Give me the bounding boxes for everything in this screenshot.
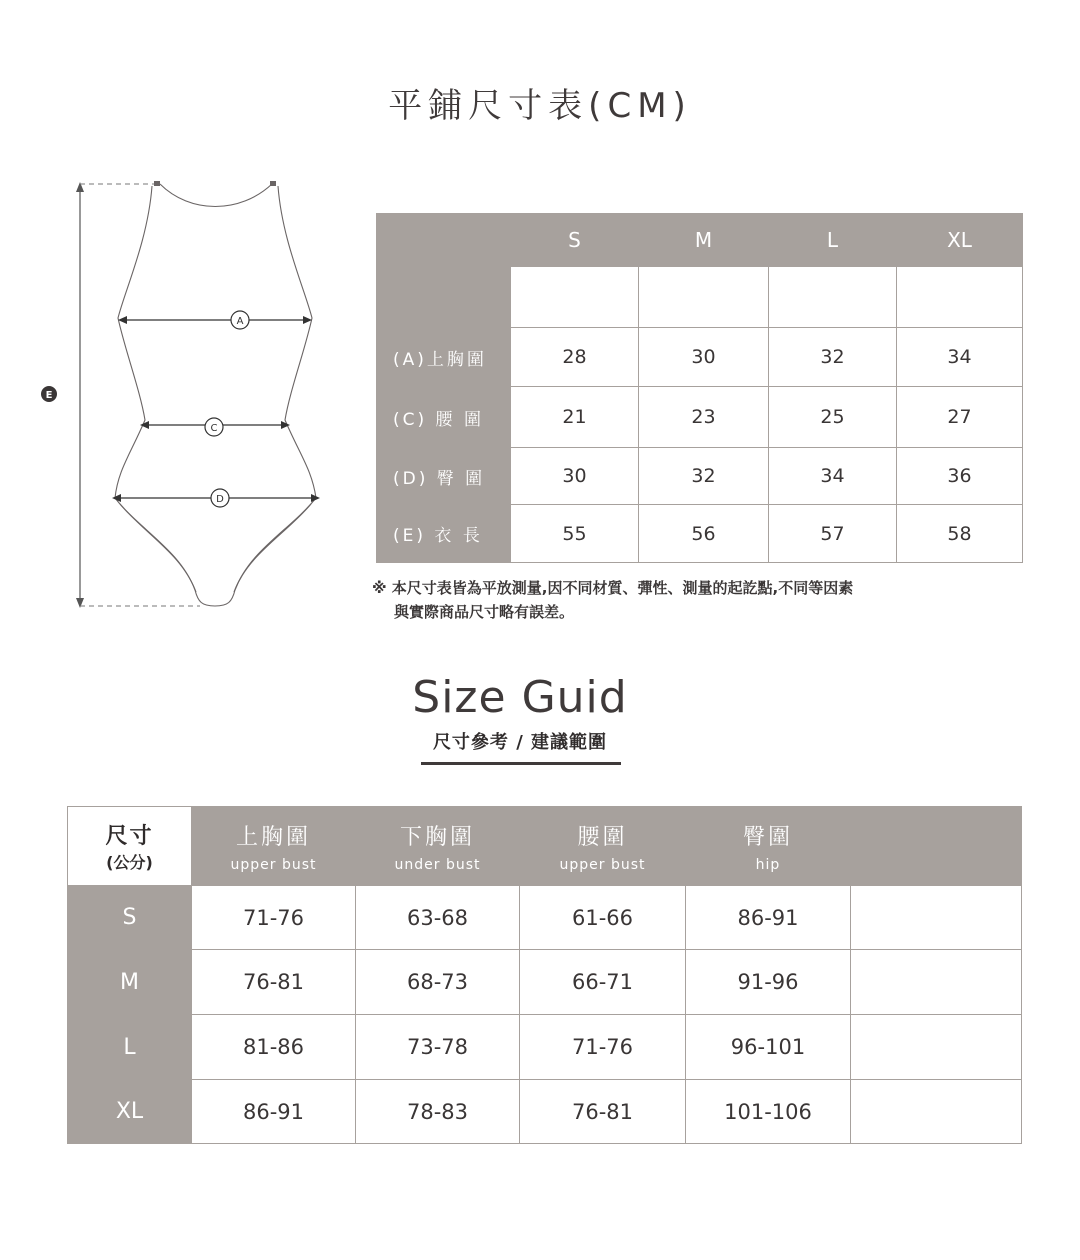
table-cell: 56 xyxy=(639,505,769,563)
table-header-row xyxy=(68,807,1022,886)
page-title: 平鋪尺寸表(CM) xyxy=(388,86,692,126)
table-cell: 86-91 xyxy=(686,886,851,950)
table-cell xyxy=(511,267,639,328)
table-cell: 86-91 xyxy=(192,1080,356,1144)
column-header-zh: 下胸圍 xyxy=(399,824,475,850)
table-cell: 32 xyxy=(769,328,897,387)
column-header xyxy=(356,807,520,886)
title-underline xyxy=(421,762,621,765)
svg-text:A: A xyxy=(236,316,244,327)
table-cell: 91-96 xyxy=(686,950,851,1015)
table-cell xyxy=(769,267,897,328)
table-cell: 68-73 xyxy=(356,950,520,1015)
row-size-label: S xyxy=(68,886,192,950)
table-cell: 34 xyxy=(769,448,897,505)
table-cell: 25 xyxy=(769,387,897,448)
size-header: L xyxy=(769,214,897,267)
flat-size-table xyxy=(376,213,1023,563)
table-corner xyxy=(377,214,511,267)
table-cell: 28 xyxy=(511,328,639,387)
table-row xyxy=(68,950,1022,1015)
table-cell: 66-71 xyxy=(520,950,686,1015)
measurement-note xyxy=(372,576,853,624)
row-size-label: M xyxy=(68,950,192,1015)
table-cell: 76-81 xyxy=(192,950,356,1015)
table-cell: 30 xyxy=(511,448,639,505)
column-header-zh: 上胸圍 xyxy=(235,824,311,850)
swimsuit-diagram xyxy=(30,170,340,620)
svg-text:E: E xyxy=(45,390,53,401)
table-cell: 73-78 xyxy=(356,1015,520,1080)
size-header: M xyxy=(639,214,769,267)
size-guide-table xyxy=(67,806,1022,1144)
row-label: (C) 腰 圍 xyxy=(377,387,511,448)
table-cell: 78-83 xyxy=(356,1080,520,1144)
row-label: (D) 臀 圍 xyxy=(377,448,511,505)
table-row xyxy=(377,387,1023,448)
svg-text:D: D xyxy=(216,494,224,505)
column-header-zh: 臀圍 xyxy=(742,824,793,850)
table-cell: 27 xyxy=(897,387,1023,448)
table-cell: 96-101 xyxy=(686,1015,851,1080)
table-cell: 32 xyxy=(639,448,769,505)
table-row xyxy=(68,1080,1022,1144)
table-cell xyxy=(851,886,1022,950)
column-header xyxy=(192,807,356,886)
table-row xyxy=(377,448,1023,505)
table-row xyxy=(377,328,1023,387)
column-header-en: under bust xyxy=(394,856,481,873)
table-row xyxy=(68,1015,1022,1080)
table-cell xyxy=(851,950,1022,1015)
size-guide-subtitle: 尺寸參考 / 建議範圍 xyxy=(432,732,608,753)
table-cell: 76-81 xyxy=(520,1080,686,1144)
size-header: S xyxy=(511,214,639,267)
column-header-en: hip xyxy=(755,856,781,873)
table-cell: 61-66 xyxy=(520,886,686,950)
table-cell: 101-106 xyxy=(686,1080,851,1144)
table-cell xyxy=(851,1015,1022,1080)
table-cell: 30 xyxy=(639,328,769,387)
size-guide-title: Size Guid xyxy=(412,672,628,723)
table-cell: 81-86 xyxy=(192,1015,356,1080)
table-cell: 63-68 xyxy=(356,886,520,950)
table-header-row xyxy=(377,214,1023,267)
row-label-blank xyxy=(377,267,511,328)
table-row xyxy=(68,886,1022,950)
table-cell: 58 xyxy=(897,505,1023,563)
size-header: XL xyxy=(897,214,1023,267)
row-label: (E) 衣 長 xyxy=(377,505,511,563)
table-cell: 23 xyxy=(639,387,769,448)
row-size-label: L xyxy=(68,1015,192,1080)
note-line: 與實際商品尺寸略有誤差。 xyxy=(394,603,575,621)
table-cell: 55 xyxy=(511,505,639,563)
column-header-blank xyxy=(851,807,1022,886)
column-header-en: upper bust xyxy=(230,856,317,873)
table-row xyxy=(377,267,1023,328)
corner-label: 尺寸 xyxy=(105,824,154,849)
row-size-label: XL xyxy=(68,1080,192,1144)
column-header-zh: 腰圍 xyxy=(577,824,628,850)
table-cell xyxy=(639,267,769,328)
table-cell: 21 xyxy=(511,387,639,448)
table-cell: 34 xyxy=(897,328,1023,387)
column-header xyxy=(520,807,686,886)
table-cell xyxy=(897,267,1023,328)
column-header xyxy=(686,807,851,886)
table-cell: 71-76 xyxy=(520,1015,686,1080)
svg-text:C: C xyxy=(210,423,218,434)
table-cell: 71-76 xyxy=(192,886,356,950)
table-cell: 57 xyxy=(769,505,897,563)
table-corner xyxy=(68,807,192,886)
note-line: ※ 本尺寸表皆為平放測量,因不同材質、彈性、測量的起訖點,不同等因素 xyxy=(372,579,854,597)
table-row xyxy=(377,505,1023,563)
corner-unit: (公分) xyxy=(106,853,153,872)
table-cell xyxy=(851,1080,1022,1144)
column-header-en: upper bust xyxy=(559,856,646,873)
table-cell: 36 xyxy=(897,448,1023,505)
row-label: (A)上胸圍 xyxy=(377,328,511,387)
